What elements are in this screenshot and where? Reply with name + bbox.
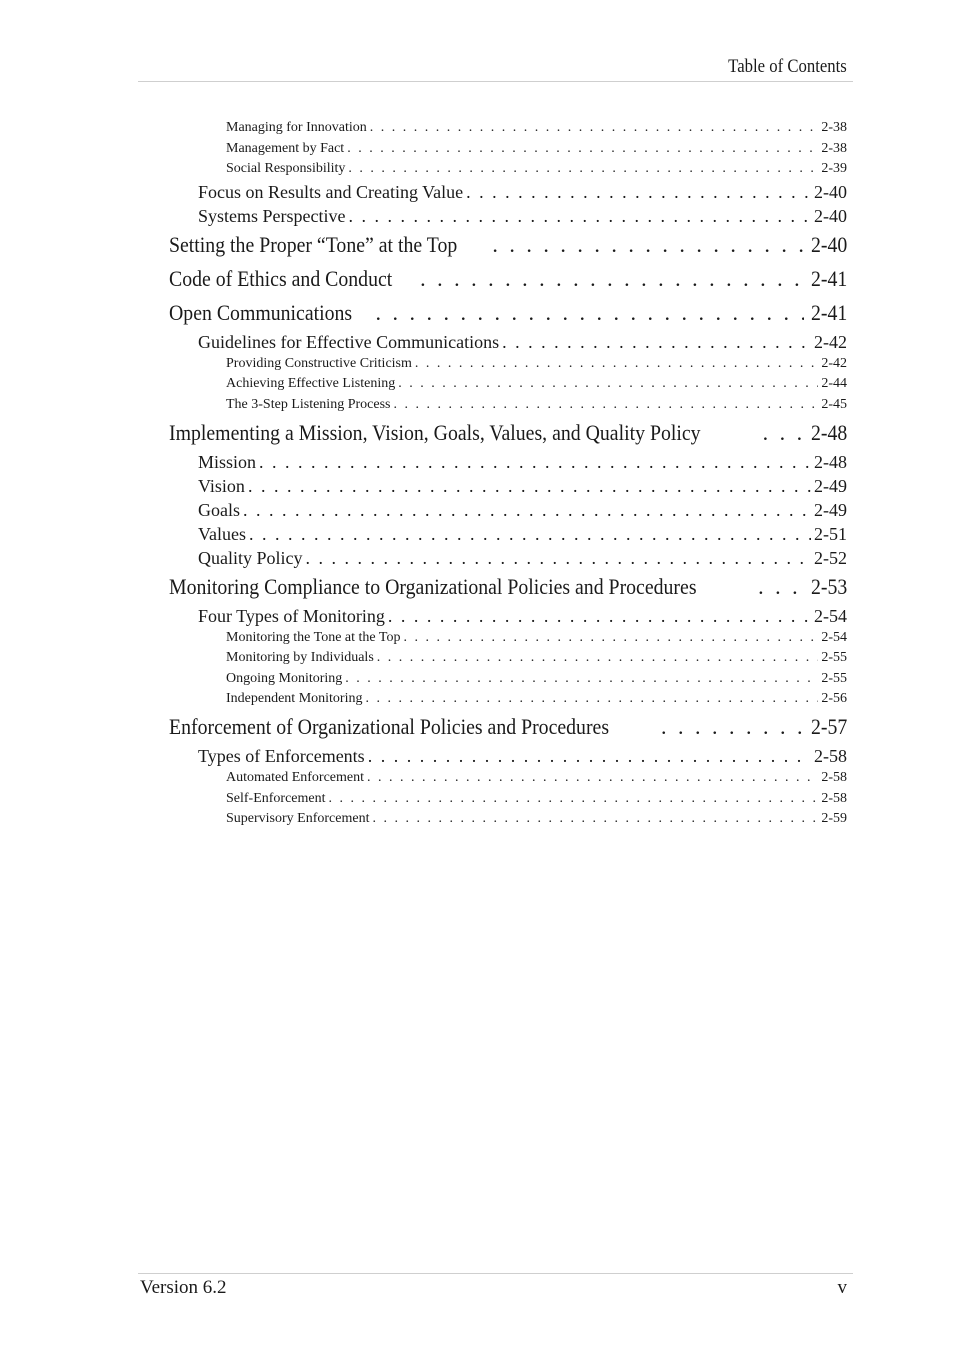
toc-entry-page: 2-53 (810, 573, 847, 599)
dot-leader (306, 546, 812, 570)
dot-leader (398, 374, 818, 395)
table-of-contents (169, 118, 847, 830)
toc-entry-title: Mission (198, 451, 257, 472)
toc-entry-level-3[interactable] (169, 118, 847, 139)
dot-leader (403, 628, 818, 649)
dot-leader (372, 809, 818, 830)
toc-entry-page: 2-48 (810, 419, 847, 445)
dot-leader (370, 118, 819, 139)
toc-entry-title: Values (198, 523, 246, 544)
dot-leader (420, 262, 804, 296)
toc-entry-level-2[interactable] (169, 450, 847, 474)
toc-entry-page: 2-55 (821, 670, 847, 686)
dot-leader (375, 296, 803, 330)
toc-entry-level-1[interactable] (169, 228, 847, 262)
toc-entry-title: Types of Enforcements (198, 745, 365, 766)
toc-entry-title: Management by Fact (226, 140, 345, 156)
dot-leader (368, 744, 811, 768)
toc-entry-title: Providing Constructive Criticism (226, 355, 412, 371)
toc-entry-level-3[interactable] (169, 159, 847, 180)
toc-entry-title: Monitoring by Individuals (226, 650, 374, 666)
toc-entry-page: 2-58 (821, 790, 847, 806)
toc-entry-page: 2-51 (814, 523, 847, 544)
dot-leader (415, 354, 818, 375)
toc-entry-title: Guidelines for Effective Communications (198, 331, 500, 352)
dot-leader (492, 228, 803, 262)
toc-entry-level-1[interactable] (169, 570, 847, 604)
toc-entry-title: Setting the Proper “Tone” at the Top (169, 231, 458, 257)
dot-leader (259, 450, 811, 474)
dot-leader (502, 330, 811, 354)
toc-entry-page: 2-54 (821, 629, 847, 645)
dot-leader (248, 474, 811, 498)
toc-entry-page: 2-49 (814, 499, 847, 520)
toc-entry-title: Code of Ethics and Conduct (169, 265, 393, 291)
dot-leader (345, 669, 818, 690)
dot-leader (249, 522, 811, 546)
toc-entry-level-2[interactable] (169, 474, 847, 498)
footer-version: Version 6.2 (140, 1277, 227, 1298)
toc-entry-level-1[interactable] (169, 262, 847, 296)
toc-entry-page: 2-40 (814, 205, 847, 226)
toc-entry-level-1[interactable] (169, 296, 847, 330)
toc-entry-page: 2-44 (821, 376, 847, 392)
toc-entry-title: Four Types of Monitoring (198, 605, 385, 626)
toc-entry-level-2[interactable] (169, 744, 847, 768)
toc-entry-title: Monitoring Compliance to Organizational Policies and Procedures (169, 573, 697, 599)
toc-entry-level-3[interactable] (169, 669, 847, 690)
toc-entry-page: 2-41 (810, 299, 847, 325)
dot-leader (348, 159, 818, 180)
toc-entry-title: Monitoring the Tone at the Top (226, 629, 401, 645)
toc-entry-title: Automated Enforcement (226, 769, 365, 785)
toc-entry-page: 2-52 (814, 547, 847, 568)
toc-entry-title: Focus on Results and Creating Value (198, 181, 464, 202)
toc-entry-level-3[interactable] (169, 395, 847, 416)
toc-entry-page: 2-49 (814, 475, 847, 496)
toc-entry-level-3[interactable] (169, 809, 847, 830)
toc-entry-page: 2-40 (810, 231, 847, 257)
toc-entry-level-2[interactable] (169, 180, 847, 204)
footer-rule (138, 1273, 853, 1274)
toc-entry-page: 2-58 (814, 745, 847, 766)
dot-leader (758, 570, 804, 604)
toc-entry-page: 2-41 (810, 265, 847, 291)
toc-entry-level-3[interactable] (169, 648, 847, 669)
toc-entry-level-1[interactable] (169, 710, 847, 744)
toc-entry-level-3[interactable] (169, 789, 847, 810)
footer-page-number: v (837, 1277, 847, 1298)
header-rule (138, 81, 853, 82)
toc-entry-title: Achieving Effective Listening (226, 376, 396, 392)
toc-entry-level-2[interactable] (169, 330, 847, 354)
toc-entry-title: Ongoing Monitoring (226, 670, 343, 686)
toc-entry-title: The 3-Step Listening Process (226, 396, 391, 412)
dot-leader (377, 648, 819, 669)
toc-entry-title: Supervisory Enforcement (226, 811, 370, 827)
running-header-title: Table of Contents (728, 56, 847, 77)
toc-entry-level-2[interactable] (169, 522, 847, 546)
toc-entry-title: Social Responsibility (226, 161, 346, 177)
toc-entry-page: 2-42 (814, 331, 847, 352)
dot-leader (393, 395, 818, 416)
toc-entry-title: Vision (198, 475, 245, 496)
toc-entry-page: 2-39 (821, 161, 847, 177)
toc-entry-page: 2-56 (821, 691, 847, 707)
dot-leader (367, 768, 818, 789)
toc-entry-page: 2-55 (821, 650, 847, 666)
dot-leader (661, 710, 804, 744)
toc-entry-title: Systems Perspective (198, 205, 346, 226)
toc-entry-page: 2-48 (814, 451, 847, 472)
toc-entry-level-2[interactable] (169, 604, 847, 628)
toc-entry-title: Independent Monitoring (226, 691, 363, 707)
dot-leader (763, 416, 804, 450)
toc-entry-title: Managing for Innovation (226, 120, 367, 135)
toc-entry-title: Quality Policy (198, 547, 303, 568)
toc-entry-title: Self-Enforcement (226, 790, 326, 806)
toc-entry-title: Implementing a Mission, Vision, Goals, Values, and Quality Policy (169, 419, 701, 445)
dot-leader (347, 139, 818, 160)
toc-entry-level-2[interactable] (169, 546, 847, 570)
toc-entry-page: 2-58 (821, 769, 847, 785)
toc-entry-page: 2-45 (821, 396, 847, 412)
dot-leader (466, 180, 811, 204)
toc-entry-level-3[interactable] (169, 689, 847, 710)
toc-entry-level-1[interactable] (169, 416, 847, 450)
dot-leader (388, 604, 811, 628)
dot-leader (329, 789, 819, 810)
dot-leader (348, 204, 811, 228)
toc-entry-page: 2-40 (814, 181, 847, 202)
toc-entry-page: 2-57 (810, 713, 847, 739)
toc-entry-page: 2-38 (821, 120, 847, 135)
toc-entry-page: 2-38 (821, 140, 847, 156)
toc-entry-title: Enforcement of Organizational Policies and Procedures (169, 713, 610, 739)
toc-entry-page: 2-59 (821, 811, 847, 827)
toc-entry-level-3[interactable] (169, 628, 847, 649)
toc-entry-level-2[interactable] (169, 498, 847, 522)
dot-leader (365, 689, 818, 710)
toc-entry-level-3[interactable] (169, 768, 847, 789)
toc-entry-level-3[interactable] (169, 139, 847, 160)
toc-entry-level-3[interactable] (169, 354, 847, 375)
toc-entry-page: 2-54 (814, 605, 847, 626)
toc-entry-level-3[interactable] (169, 374, 847, 395)
toc-entry-page: 2-42 (821, 355, 847, 371)
toc-entry-title: Open Communications (169, 299, 353, 325)
toc-entry-level-2[interactable] (169, 204, 847, 228)
toc-entry-title: Goals (198, 499, 240, 520)
dot-leader (243, 498, 811, 522)
